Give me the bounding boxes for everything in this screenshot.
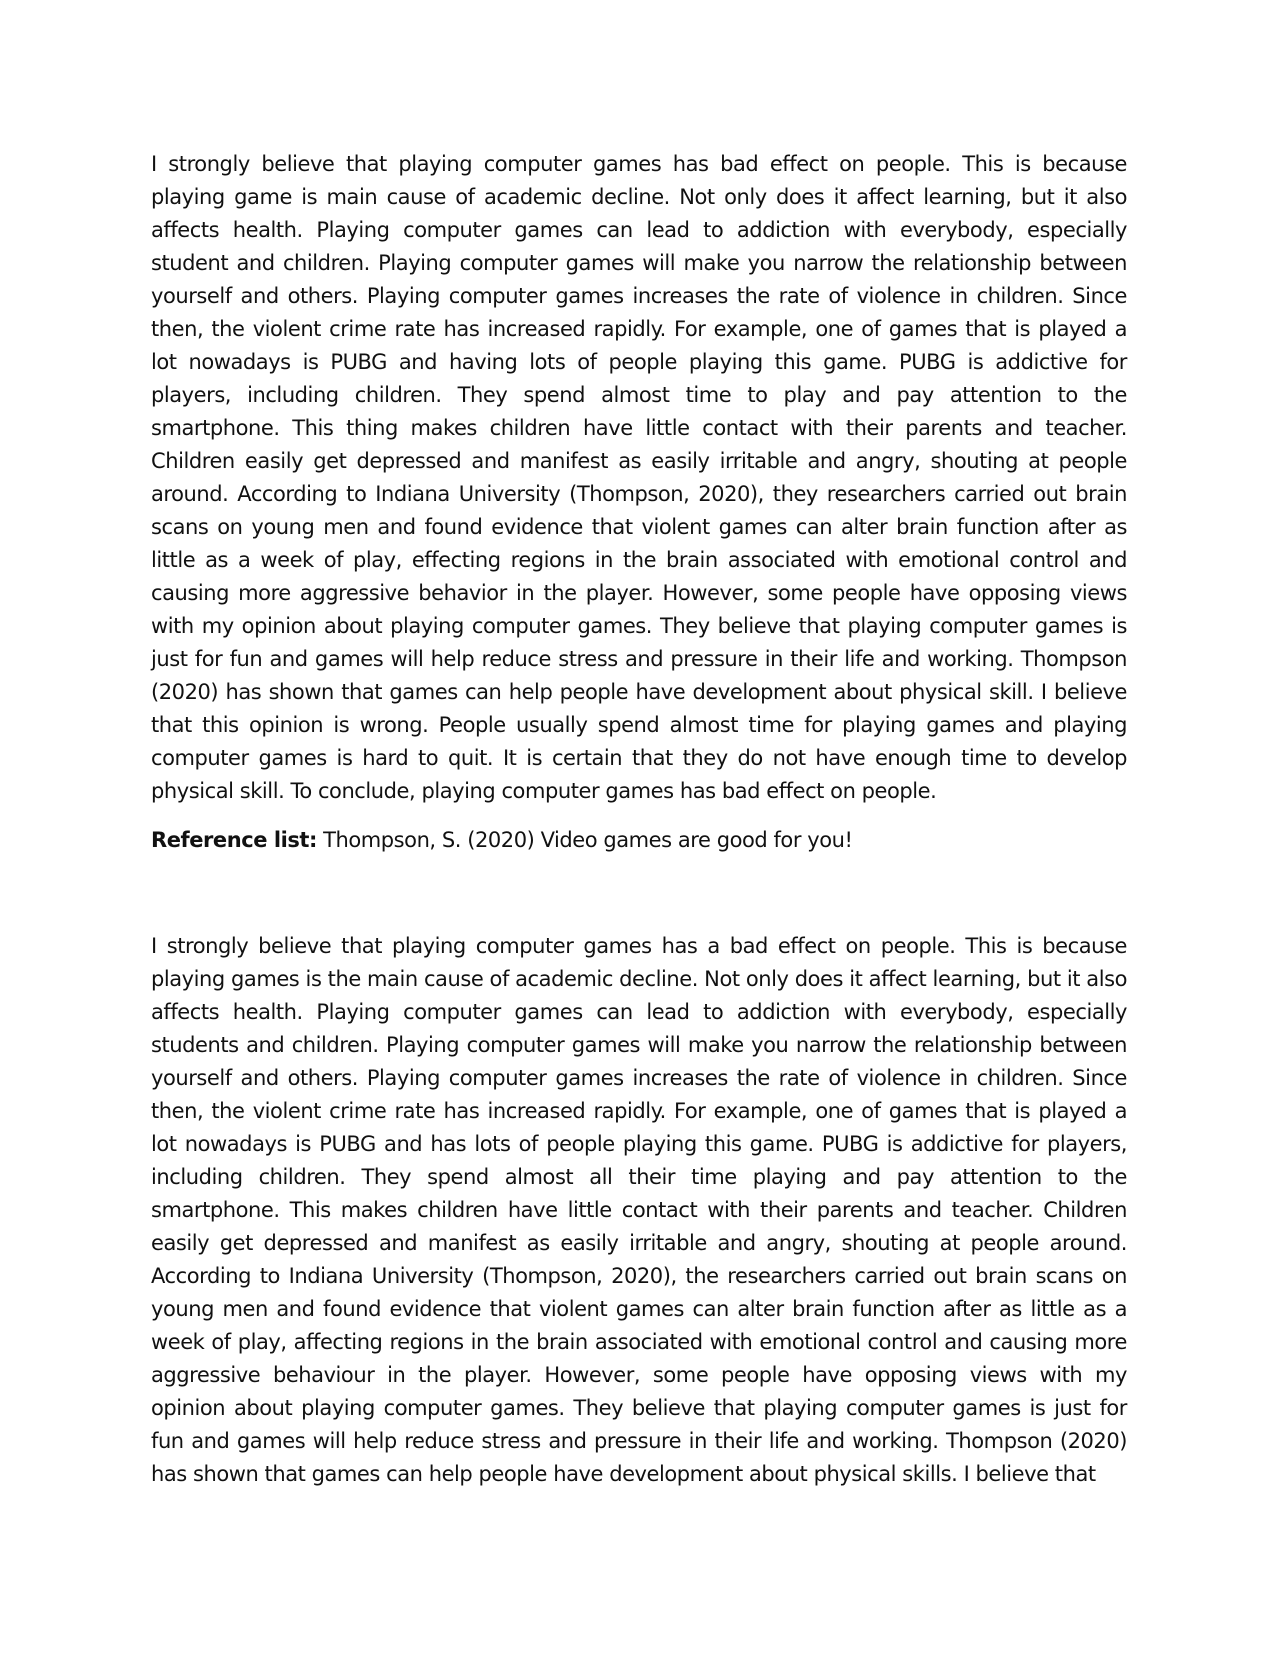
reference-list (151, 824, 1127, 857)
paragraph-revised: I strongly believe that playing computer games has a bad effect on people. This is because playing games is the main cause of academic decline. Not only does it affect learning, but it also affects health. Playing computer games can lead to addiction with everybody, especially students and children. Playing computer games will make you narrow the relationship between yourself and others. Playing computer games increases the rate of violence in children. Since then, the violent crime rate has increased rapidly. For example, one of games that is played a lot nowadays is PUBG and has lots of people playing this game. PUBG is addictive for players, including children. They spend almost all their time playing and pay attention to the smartphone. This makes children have little contact with their parents and teacher. Children easily get depressed and manifest as easily irritable and angry, shouting at people around. According to Indiana University (Thompson, 2020), the researchers carried out brain scans on young men and found evidence that violent games can alter brain function after as little as a week of play, affecting regions in the brain associated with emotional control and causing more aggressive behaviour in the player. However, some people have opposing views with my opinion about playing computer games. They believe that playing computer games is just for fun and games will help reduce stress and pressure in their life and working. Thompson (2020) has shown that games can help people have development about physical skills. I believe that (151, 934, 1127, 1486)
document-body (151, 148, 1127, 1491)
reference-label: Reference list: (151, 828, 317, 852)
paragraph-original: I strongly believe that playing computer games has bad effect on people. This is because playing game is main cause of academic decline. Not only does it affect learning, but it also affects health. Playing computer games can lead to addiction with everybody, especially student and children. Playing computer games will make you narrow the relationship between yourself and others. Playing computer games increases the rate of violence in children. Since then, the violent crime rate has increased rapidly. For example, one of games that is played a lot nowadays is PUBG and having lots of people playing this game. PUBG is addictive for players, including children. They spend almost time to play and pay attention to the smartphone. This thing makes children have little contact with their parents and teacher. Children easily get depressed and manifest as easily irritable and angry, shouting at people around. According to Indiana University (Thompson, 2020), they researchers carried out brain scans on young men and found evidence that violent games can alter brain function after as little as a week of play, effecting regions in the brain associated with emotional control and causing more aggressive behavior in the player. However, some people have opposing views with my opinion about playing computer games. They believe that playing computer games is just for fun and games will help reduce stress and pressure in their life and working. Thompson (2020) has shown that games can help people have development about physical skill. I believe that this opinion is wrong. People usually spend almost time for playing games and playing computer games is hard to quit. It is certain that they do not have enough time to develop physical skill. To conclude, playing computer games has bad effect on people. (151, 152, 1127, 803)
reference-text: Thompson, S. (2020) Video games are good for you! (316, 828, 853, 852)
